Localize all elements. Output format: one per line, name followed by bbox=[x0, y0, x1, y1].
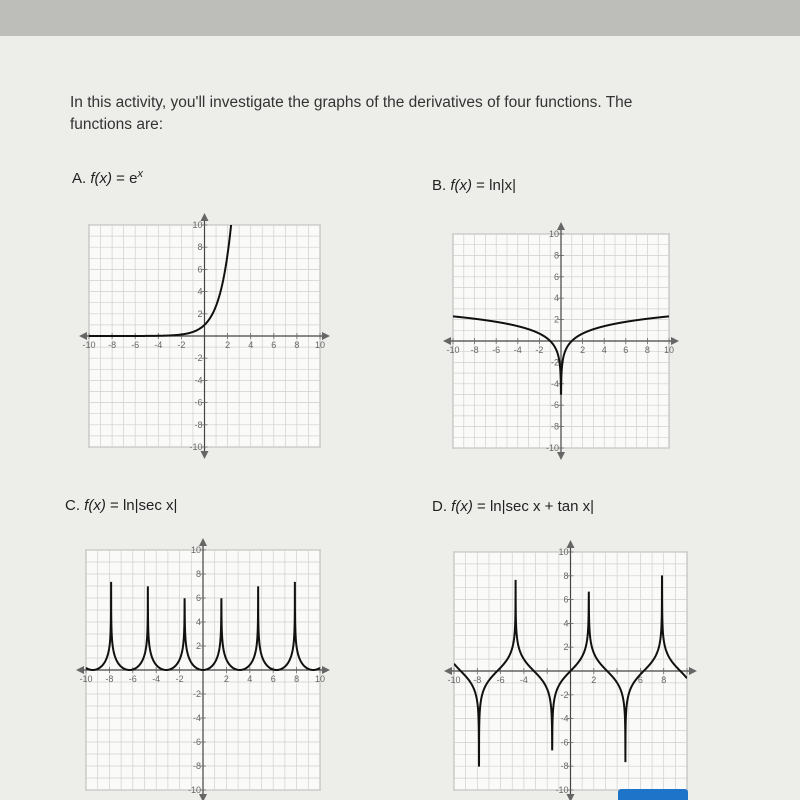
y-tick-label: -6 bbox=[192, 737, 201, 747]
intro-line-2: functions are: bbox=[70, 116, 164, 133]
label-d bbox=[432, 498, 594, 515]
label-c-letter: C. bbox=[65, 497, 85, 514]
x-tick-label: 8 bbox=[644, 345, 650, 355]
x-axis-arrow-left bbox=[444, 667, 452, 675]
chart-c-svg bbox=[72, 540, 326, 795]
x-tick-label: 8 bbox=[294, 340, 300, 350]
label-b-rhs: = ln|x| bbox=[472, 177, 517, 194]
label-c bbox=[65, 497, 177, 514]
label-d-lhs: f(x) bbox=[451, 498, 473, 515]
y-tick-label: 4 bbox=[563, 618, 569, 629]
y-tick-label: -8 bbox=[192, 761, 201, 771]
y-tick-label: -8 bbox=[550, 421, 559, 432]
y-tick-label: 10 bbox=[558, 547, 569, 557]
label-a-sup: x bbox=[137, 168, 143, 180]
y-tick-label: 4 bbox=[553, 293, 559, 304]
y-tick-label: -8 bbox=[560, 761, 569, 772]
label-a-lhs: f(x) bbox=[90, 170, 113, 187]
y-tick-label: -2 bbox=[194, 353, 203, 364]
x-tick-label: 8 bbox=[294, 674, 300, 684]
x-tick-label: -2 bbox=[175, 674, 184, 684]
x-tick-label: -6 bbox=[492, 345, 501, 355]
y-tick-label: -2 bbox=[192, 689, 201, 699]
x-tick-label: -2 bbox=[177, 340, 186, 350]
chart-a bbox=[82, 215, 326, 455]
y-tick-label: 4 bbox=[197, 286, 203, 297]
intro-text bbox=[70, 92, 710, 136]
y-tick-label: 10 bbox=[192, 220, 203, 230]
x-tick-label: -10 bbox=[446, 345, 460, 355]
x-tick-label: 8 bbox=[661, 675, 667, 685]
x-tick-label: -8 bbox=[470, 345, 479, 355]
label-b-lhs: f(x) bbox=[450, 177, 473, 194]
x-tick-label: -4 bbox=[513, 345, 522, 355]
y-tick-label: -4 bbox=[194, 375, 203, 386]
y-tick-label: -2 bbox=[550, 357, 559, 368]
y-tick-label: 8 bbox=[197, 242, 203, 253]
x-axis-arrow-left bbox=[443, 337, 451, 345]
x-tick-label: -4 bbox=[519, 675, 528, 685]
x-tick-label: -4 bbox=[152, 674, 161, 684]
x-tick-label: 4 bbox=[247, 674, 253, 684]
y-tick-label: 6 bbox=[553, 271, 559, 282]
x-tick-label: -6 bbox=[131, 340, 140, 350]
y-tick-label: -2 bbox=[560, 689, 569, 700]
y-tick-label: -4 bbox=[560, 713, 569, 724]
y-tick-label: -6 bbox=[194, 397, 203, 408]
x-tick-label: 2 bbox=[225, 340, 231, 350]
y-tick-label: 2 bbox=[197, 308, 203, 319]
y-tick-label: -6 bbox=[550, 400, 559, 411]
x-tick-label: 10 bbox=[663, 345, 675, 355]
y-tick-label: 2 bbox=[553, 314, 559, 325]
x-tick-label: -10 bbox=[82, 340, 96, 350]
y-tick-label: 10 bbox=[548, 229, 559, 239]
top-bar bbox=[0, 0, 800, 36]
x-axis-arrow-left bbox=[76, 666, 84, 674]
x-tick-label: 6 bbox=[271, 340, 277, 350]
label-b bbox=[432, 177, 516, 194]
label-d-rhs: = ln|sec x + tan x| bbox=[472, 498, 595, 515]
y-tick-label: 8 bbox=[195, 569, 201, 579]
x-tick-label: 2 bbox=[591, 675, 597, 685]
label-a bbox=[72, 168, 143, 187]
y-tick-label: -10 bbox=[189, 442, 203, 452]
x-tick-label: 6 bbox=[637, 675, 643, 685]
label-a-letter: A. bbox=[72, 170, 91, 187]
label-c-rhs: = ln|sec x| bbox=[105, 497, 178, 514]
x-tick-label: 4 bbox=[248, 340, 254, 350]
chart-b bbox=[445, 222, 675, 454]
y-tick-label: -4 bbox=[550, 378, 559, 389]
label-b-letter: B. bbox=[432, 177, 451, 194]
x-tick-label: -10 bbox=[447, 675, 461, 685]
x-tick-label: 10 bbox=[314, 340, 326, 350]
chart-a-svg bbox=[82, 215, 326, 455]
y-tick-label: 2 bbox=[563, 642, 569, 653]
y-tick-label: 8 bbox=[563, 570, 569, 581]
y-tick-label: 4 bbox=[195, 617, 201, 627]
label-a-rhs: = e bbox=[112, 170, 138, 187]
y-tick-label: 6 bbox=[195, 593, 201, 603]
y-tick-label: 2 bbox=[195, 641, 201, 651]
label-c-lhs: f(x) bbox=[84, 497, 106, 514]
x-tick-label: -10 bbox=[79, 674, 93, 684]
x-tick-label: -4 bbox=[154, 340, 163, 350]
y-tick-label: -10 bbox=[555, 785, 569, 795]
y-tick-label: 10 bbox=[190, 545, 201, 555]
intro-line-1: In this activity, you'll investigate the graphs of the derivatives of four functions. The bbox=[70, 94, 633, 111]
x-tick-label: -8 bbox=[108, 340, 117, 350]
y-tick-label: -8 bbox=[194, 419, 203, 430]
x-tick-label: -8 bbox=[105, 674, 114, 684]
next-button[interactable] bbox=[618, 789, 688, 800]
y-tick-label: 6 bbox=[197, 264, 203, 275]
chart-b-svg bbox=[445, 222, 675, 454]
x-tick-label: -8 bbox=[473, 675, 482, 685]
y-tick-label: -4 bbox=[192, 713, 201, 723]
chart-d-svg bbox=[445, 542, 687, 795]
y-tick-label: 8 bbox=[553, 250, 559, 261]
x-tick-label: -6 bbox=[128, 674, 137, 684]
x-tick-label: 2 bbox=[580, 345, 586, 355]
y-tick-label: 6 bbox=[563, 594, 569, 605]
y-tick-label: -10 bbox=[545, 443, 559, 453]
x-tick-label: 10 bbox=[314, 674, 326, 684]
chart-c bbox=[72, 540, 326, 795]
x-tick-label: 4 bbox=[601, 345, 607, 355]
x-tick-label: 6 bbox=[270, 674, 276, 684]
label-d-letter: D. bbox=[432, 498, 452, 515]
x-tick-label: -2 bbox=[535, 345, 544, 355]
chart-d bbox=[445, 542, 687, 795]
x-tick-label: 2 bbox=[223, 674, 229, 684]
x-tick-label: -6 bbox=[496, 675, 505, 685]
y-tick-label: -6 bbox=[560, 737, 569, 748]
y-tick-label: -10 bbox=[187, 785, 201, 795]
x-tick-label: 6 bbox=[623, 345, 629, 355]
